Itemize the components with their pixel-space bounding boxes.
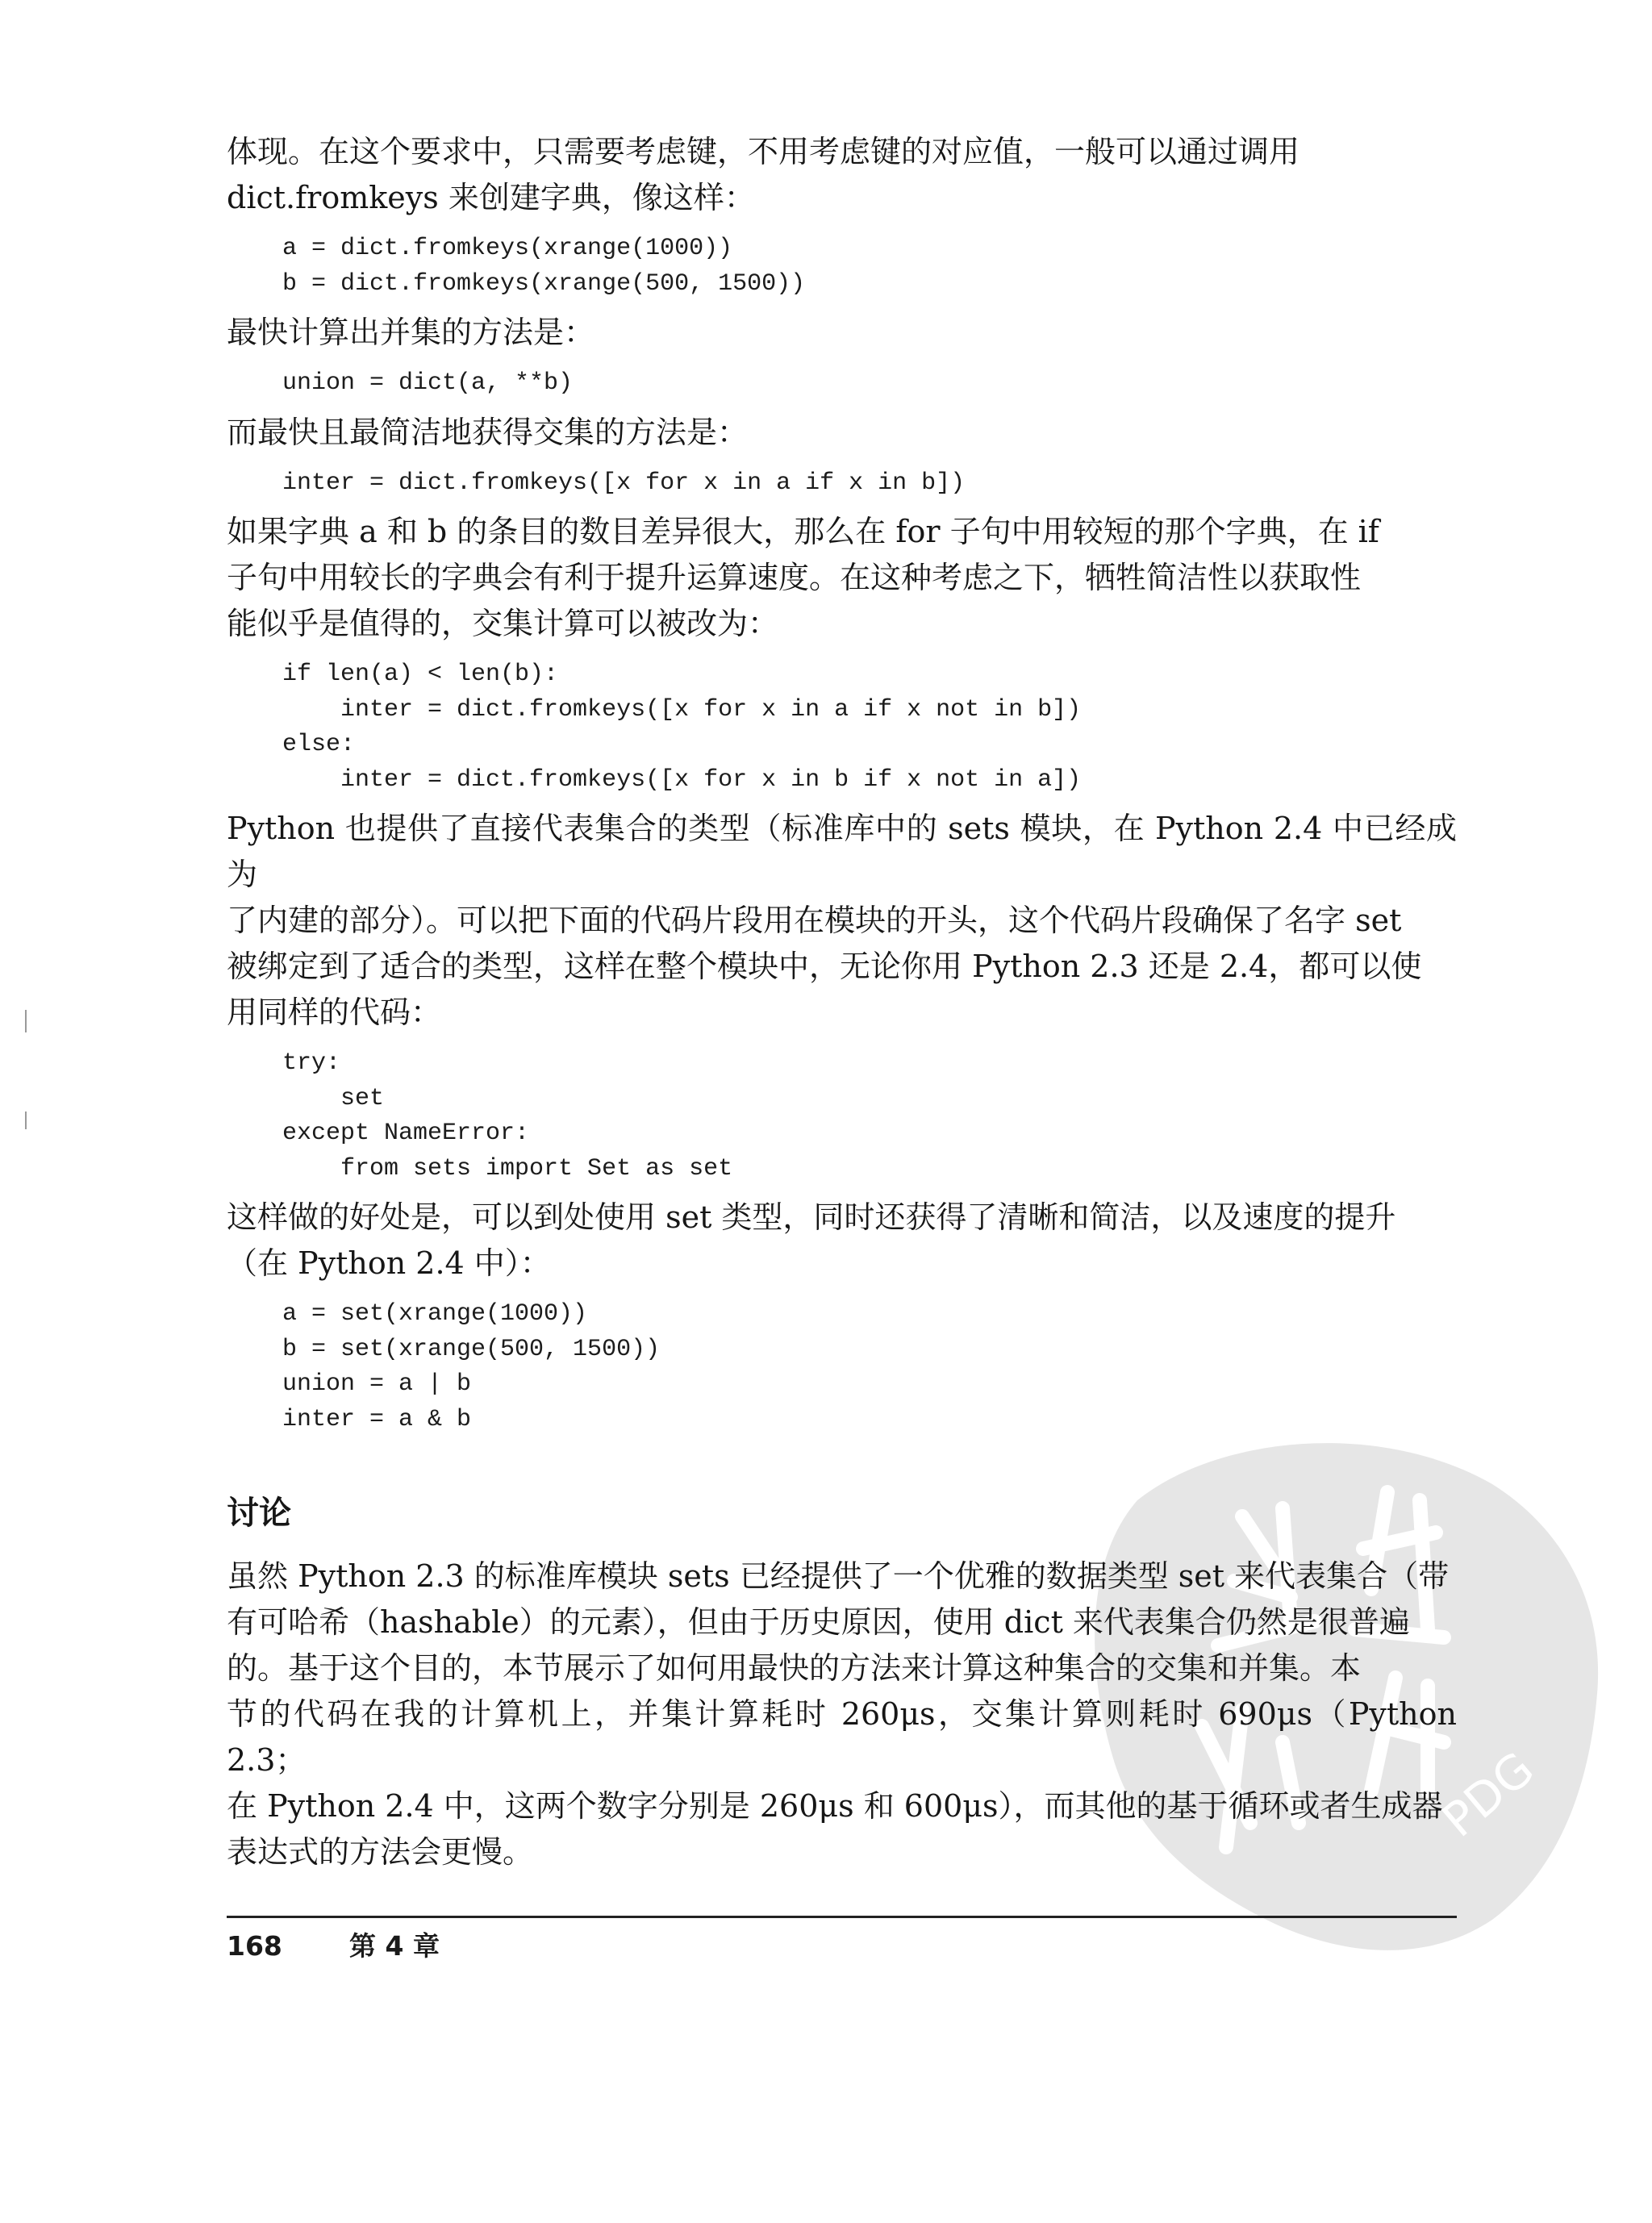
text-line: 子句中用较长的字典会有利于提升运算速度。在这种考虑之下，牺牲简洁性以获取性 [227, 560, 1362, 595]
text-line: 用同样的代码： [227, 995, 442, 1030]
chapter-label: 第 4 章 [349, 1930, 440, 1962]
text-line: 在 Python 2.4 中，这两个数字分别是 260μs 和 600μs），而其他的基于循环或者生成器 [227, 1788, 1443, 1824]
code-block: inter = dict.fromkeys([x for x in a if x in b]) [282, 469, 966, 497]
paragraph [227, 410, 1457, 456]
paragraph [227, 1195, 1457, 1287]
text-line: 表达式的方法会更慢。 [227, 1834, 534, 1870]
text-line: 如果字典 a 和 b 的条目的数目差异很大，那么在 for 子句中用较短的那个字典，在 if [227, 514, 1379, 549]
page-number: 168 [227, 1930, 282, 1962]
watermark-text: PDG [1432, 1741, 1545, 1848]
scan-mark [25, 1112, 27, 1129]
section-heading: 讨论 [227, 1495, 291, 1532]
footer-rule [227, 1916, 1457, 1918]
code-block: if len(a) < len(b): inter = dict.fromkeys([x for x in a if x not in b]) else: inter = dict.fromkeys([x for x in b if x not in a]) [282, 661, 1082, 794]
code-block: a = set(xrange(1000)) b = set(xrange(500, 1500)) union = a | b inter = a & b [282, 1300, 661, 1433]
page-body [227, 129, 1457, 1875]
text-line: 有可哈希（hashable）的元素），但由于历史原因，使用 dict 来代表集合仍然是很普遍 [227, 1604, 1410, 1640]
paragraph [227, 1554, 1457, 1875]
text-line: 最快计算出并集的方法是： [227, 315, 595, 350]
text-line: 这样做的好处是，可以到处使用 set 类型，同时还获得了清晰和简洁，以及速度的提升 [227, 1199, 1396, 1235]
text-line: （在 Python 2.4 中）： [227, 1245, 551, 1281]
text-line: 了内建的部分）。可以把下面的代码片段用在模块的开头，这个代码片段确保了名字 set [227, 903, 1402, 938]
code-block: union = dict(a, **b) [282, 369, 574, 397]
paragraph [227, 806, 1457, 1036]
text-line: 能似乎是值得的，交集计算可以被改为： [227, 606, 779, 641]
paragraph [227, 129, 1457, 221]
text-line: 体现。在这个要求中，只需要考虑键，不用考虑键的对应值，一般可以通过调用 [227, 134, 1300, 169]
page-footer [227, 1930, 440, 1962]
text-line: 的。基于这个目的，本节展示了如何用最快的方法来计算这种集合的交集和并集。本 [227, 1650, 1362, 1686]
code-block: a = dict.fromkeys(xrange(1000)) b = dict.fromkeys(xrange(500, 1500)) [282, 235, 806, 298]
text-line: 而最快且最简洁地获得交集的方法是： [227, 414, 749, 450]
paragraph [227, 509, 1457, 647]
scan-mark [25, 1010, 27, 1032]
text-line: 虽然 Python 2.3 的标准库模块 sets 已经提供了一个优雅的数据类型 set 来代表集合（带 [227, 1558, 1450, 1594]
text-line: dict.fromkeys 来创建字典，像这样： [227, 180, 755, 215]
paragraph [227, 310, 1457, 356]
text-line: 节的代码在我的计算机上，并集计算耗时 260μs，交集计算则耗时 690μs（Python 2.3； [227, 1696, 1457, 1778]
text-line: Python 也提供了直接代表集合的类型（标准库中的 sets 模块，在 Python 2.4 中已经成为 [227, 811, 1457, 892]
text-line: 被绑定到了适合的类型，这样在整个模块中，无论你用 Python 2.3 还是 2.4，都可以使 [227, 949, 1422, 984]
code-block: try: set except NameError: from sets import Set as set [282, 1049, 733, 1182]
